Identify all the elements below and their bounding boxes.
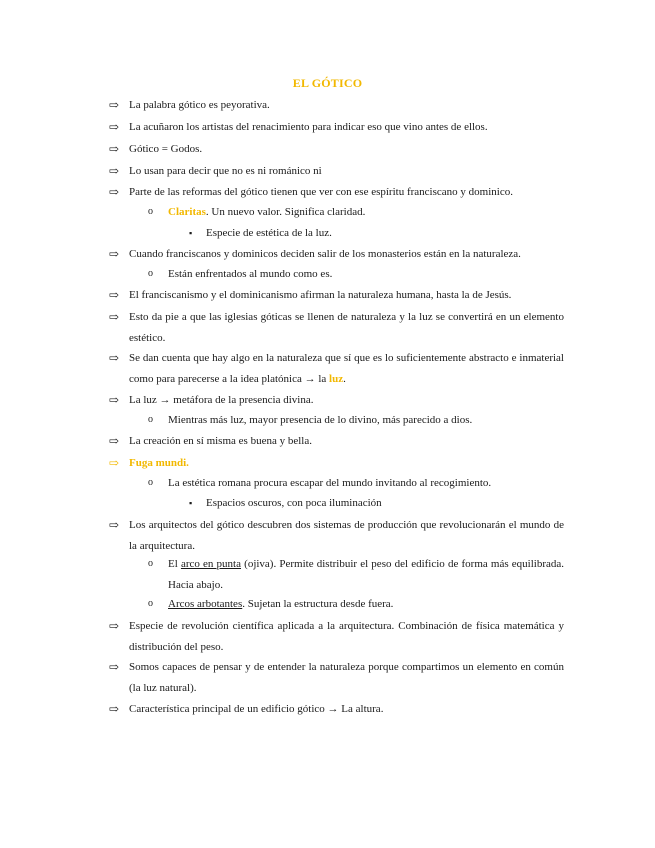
arrow-bullet-icon: ⇨ [109,518,120,532]
list-item [109,453,564,474]
item-text: Se dan cuenta que hay algo en la naturaleza que sí que es lo suficientemente abstracto e inmaterial como para parecerse a la idea platónica [129,352,564,385]
item-text: Lo usan para decir que no es ni románico ni [129,165,322,177]
arrow-bullet-icon: ⇨ [109,619,120,633]
arrow-bullet-icon: ⇨ [109,288,120,302]
list-item [109,307,564,348]
arrow-bullet-icon: ⇨ [109,702,120,716]
item-text: La luz [129,394,160,406]
sub-list-item [148,594,564,615]
arrow-bullet-icon: ⇨ [109,351,120,365]
circle-bullet-icon: o [148,558,153,569]
item-text: La acuñaron los artistas del renacimiento para indicar eso que vino antes de ellos. [129,121,488,133]
arrow-bullet-icon: ⇨ [109,185,120,199]
inline-arrow-icon: → [327,703,339,715]
item-text: Gótico = Godos. [129,143,203,155]
item-text: El franciscanismo y el dominicanismo afirman la naturaleza humana, hasta la de Jesús. [129,289,512,301]
item-text: Mientras más luz, mayor presencia de lo divino, más parecido a dios. [168,414,473,426]
list-item [109,699,564,720]
list-item [109,117,564,138]
item-text: Los arquitectos del gótico descubren dos sistemas de producción que revolucionarán el mundo de la arquitectura. [129,519,564,552]
arrow-bullet-icon: ⇨ [109,120,120,134]
item-text: metáfora de la presencia divina. [170,394,314,406]
sub-list-item [148,473,564,494]
arrow-bullet-icon: ⇨ [109,164,120,178]
list-item [109,244,564,265]
highlight-term: luz [329,372,344,385]
circle-bullet-icon: o [148,414,153,425]
list-item [109,348,564,389]
list-item [109,390,564,411]
item-text: . [343,372,346,385]
item-text: La estética romana procura escapar del mundo invitando al recogimiento. [168,477,492,489]
sub-list-item [148,554,565,595]
list-item [109,161,564,182]
sub-sub-list-item [189,223,564,244]
list-item [109,139,564,160]
sub-list-item [148,410,564,431]
sub-sub-list-item [189,493,564,514]
arrow-bullet-icon: ⇨ [109,247,120,261]
underlined-term: Arcos arbotantes [168,598,243,610]
arrow-bullet-icon: ⇨ [109,310,120,324]
arrow-bullet-icon: ⇨ [109,98,120,112]
item-text: Espacios oscuros, con poca iluminación [206,497,382,509]
item-text: Especie de estética de la luz. [206,227,332,239]
highlight-term: Fuga mundi. [129,457,189,469]
item-text: El [168,558,181,570]
circle-bullet-icon: o [148,206,153,217]
item-text: (ojiva). Permite distribuir el peso del edificio de forma más equilibrada. Hacia abajo. [168,558,565,591]
arrow-bullet-icon: ⇨ [109,142,120,156]
item-text: La altura. [338,703,384,715]
list-item [109,431,564,452]
item-text: Característica principal de un edificio gótico [129,703,328,715]
list-item [109,285,564,306]
circle-bullet-icon: o [148,268,153,279]
sub-list-item [148,202,564,223]
square-bullet-icon: ▪ [189,228,193,238]
arrow-bullet-icon: ⇨ [109,393,120,407]
item-text: la [315,372,330,385]
item-text: . Un nuevo valor. Significa claridad. [205,206,366,218]
item-text: Cuando franciscanos y dominicos deciden salir de los monasterios están en la naturaleza. [129,248,521,260]
list-item [109,657,564,698]
arrow-bullet-icon: ⇨ [109,660,120,674]
item-text: La creación en sí misma es buena y bella. [129,435,312,447]
item-text: La palabra gótico es peyorativa. [129,99,270,111]
item-text: . Sujetan la estructura desde fuera. [242,598,394,610]
underlined-term: arco en punta [180,558,241,570]
page-title: EL GÓTICO [292,76,363,90]
arrow-bullet-icon: ⇨ [109,434,120,448]
circle-bullet-icon: o [148,477,153,488]
highlight-term: Claritas [168,206,206,218]
square-bullet-icon: ▪ [189,498,193,508]
item-text: Somos capaces de pensar y de entender la naturaleza porque compartimos un elemento en común (la luz natural). [129,661,564,694]
list-item [109,515,564,556]
item-text: Esto da pie a que las iglesias góticas se llenen de naturaleza y la luz se convertirá en un elemento estético. [129,311,564,344]
item-text: Especie de revolución científica aplicada a la arquitectura. Combinación de física matemática y distribución del peso. [129,620,564,653]
inline-arrow-icon: → [304,372,316,385]
list-item [109,616,564,657]
inline-arrow-icon: → [159,394,171,406]
circle-bullet-icon: o [148,598,153,609]
item-text: Parte de las reformas del gótico tienen que ver con ese espíritu franciscano y dominico. [129,186,513,198]
arrow-bullet-icon: ⇨ [109,456,120,470]
sub-list-item [148,264,564,285]
list-item [109,95,564,116]
list-item [109,182,564,203]
item-text: Están enfrentados al mundo como es. [168,268,333,280]
